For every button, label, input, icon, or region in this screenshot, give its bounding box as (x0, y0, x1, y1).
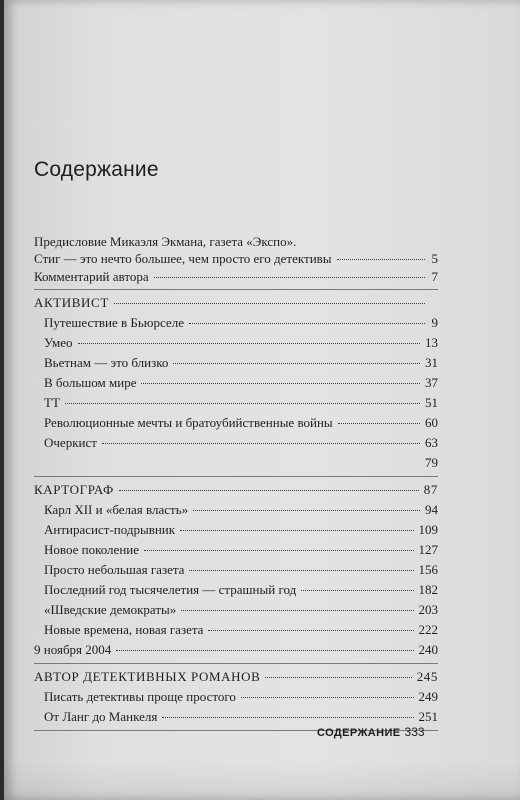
toc-entry-page: 249 (418, 689, 438, 704)
toc-entry-title: Умео (44, 335, 73, 350)
section-divider (34, 476, 438, 477)
toc-entry-title: Антирасист-подрывник (44, 522, 176, 537)
toc-entry-title: Стиг — это нечто большее, чем просто его детективы (34, 251, 332, 266)
toc-entry-page: 51 (425, 395, 438, 410)
toc-entry-trailing[interactable] (34, 453, 438, 473)
toc-entry[interactable] (34, 333, 438, 353)
toc-entry-title: Новые времена, новая газета (44, 622, 204, 637)
toc-entry-title: Писать детективы проще простого (44, 689, 236, 704)
book-page (4, 0, 520, 800)
toc-entry-title: 9 ноября 2004 (34, 642, 112, 657)
toc-entry[interactable] (34, 353, 438, 373)
toc-entry[interactable] (34, 560, 438, 580)
toc-entry-title: Новое поколение (44, 542, 139, 557)
section-divider (34, 289, 438, 290)
toc-entry-page: 5 (431, 251, 438, 266)
dot-leader (65, 402, 420, 404)
toc-section-cartographer[interactable] (34, 480, 438, 500)
toc-entry-page: 156 (418, 562, 438, 577)
dot-leader (265, 676, 411, 678)
toc-entry-title: Очеркист (44, 435, 97, 450)
toc-entry-page: 13 (425, 335, 438, 350)
dot-leader (114, 302, 425, 304)
dot-leader (144, 549, 414, 551)
toc-entry-title: «Шведские демократы» (44, 602, 177, 617)
toc-entry[interactable] (34, 373, 438, 393)
toc-entry-page: 245 (416, 669, 438, 684)
toc-entry[interactable] (34, 520, 438, 540)
toc-entry[interactable] (34, 580, 438, 600)
dot-leader (301, 589, 413, 591)
toc-entry[interactable] (34, 413, 438, 433)
toc-entry-title: Последний год тысячелетия — страшный год (44, 582, 297, 597)
toc-entry[interactable] (34, 600, 438, 620)
dot-leader (162, 716, 413, 718)
toc-section-crime-author[interactable] (34, 667, 438, 687)
dot-leader (141, 382, 420, 384)
toc-entry-intro[interactable] (34, 250, 438, 267)
toc-entry-title: Комментарий автора (34, 269, 149, 284)
dot-leader (208, 629, 413, 631)
dot-leader (189, 322, 425, 324)
toc-entry-title: В большом мире (44, 375, 137, 390)
dot-leader (181, 609, 413, 611)
toc-entry-title: Карл XII и «белая власть» (44, 502, 189, 517)
toc-entry-page: 203 (418, 602, 438, 617)
section-divider (34, 663, 438, 664)
toc-entry-page: 94 (425, 502, 438, 517)
toc-section-title: КАРТОГРАФ (34, 482, 114, 497)
page-title: Содержание (34, 158, 159, 181)
toc-entry-title: ТТ (44, 395, 60, 410)
dot-leader (154, 276, 425, 278)
footer-label: СОДЕРЖАНИЕ (317, 727, 401, 739)
toc-entry-title: Просто небольшая газета (44, 562, 185, 577)
dot-leader (78, 342, 420, 344)
toc-entry-page: 240 (418, 642, 438, 657)
toc-entry[interactable] (34, 433, 438, 453)
dot-leader (102, 442, 420, 444)
toc-entry[interactable] (34, 500, 438, 520)
toc-entry[interactable] (34, 393, 438, 413)
toc-entry[interactable] (34, 620, 438, 640)
running-footer (317, 723, 425, 741)
dot-leader (337, 258, 425, 260)
toc-entry[interactable] (34, 540, 438, 560)
toc-entry-page: 60 (425, 415, 438, 430)
dot-leader (338, 422, 420, 424)
toc-entry[interactable] (34, 313, 438, 333)
dot-leader (189, 569, 413, 571)
intro-line-1: Предисловие Микаэля Экмана, газета «Экспо». (34, 234, 297, 249)
toc-entry-comment[interactable] (34, 267, 438, 286)
table-of-contents (34, 234, 438, 734)
toc-entry-page: 37 (425, 375, 438, 390)
toc-entry-page: 9 (431, 315, 438, 330)
toc-entry[interactable] (34, 687, 438, 707)
dot-leader (49, 463, 420, 464)
dot-leader (180, 529, 413, 531)
dot-leader (241, 696, 414, 698)
toc-section-title: АВТОР ДЕТЕКТИВНЫХ РОМАНОВ (34, 669, 261, 684)
toc-entry-page: 251 (418, 709, 438, 724)
toc-entry-title: От Ланг до Манкеля (44, 709, 158, 724)
toc-entry[interactable] (34, 640, 438, 660)
toc-entry-page: 7 (431, 269, 438, 284)
dot-leader (193, 509, 420, 511)
toc-entry-title: Революционные мечты и братоубийственные войны (44, 415, 333, 430)
toc-entry-page: 31 (425, 355, 438, 370)
toc-entry-page: 109 (418, 522, 438, 537)
toc-entry-page: 63 (425, 435, 438, 450)
dot-leader (173, 362, 420, 364)
dot-leader (116, 649, 413, 651)
toc-entry-page: 222 (418, 622, 438, 637)
toc-entry-page: 87 (423, 482, 438, 497)
toc-entry-page: 127 (418, 542, 438, 557)
toc-entry-title: Путешествие в Бьюрселе (44, 315, 184, 330)
dot-leader (119, 489, 419, 491)
toc-entry-title: Вьетнам — это близко (44, 355, 169, 370)
toc-section-title: АКТИВИСТ (34, 295, 109, 310)
toc-entry-page: 182 (418, 582, 438, 597)
toc-entry-page: 79 (425, 455, 438, 470)
footer-page-number: 333 (404, 725, 425, 739)
toc-section-activist[interactable] (34, 293, 438, 313)
